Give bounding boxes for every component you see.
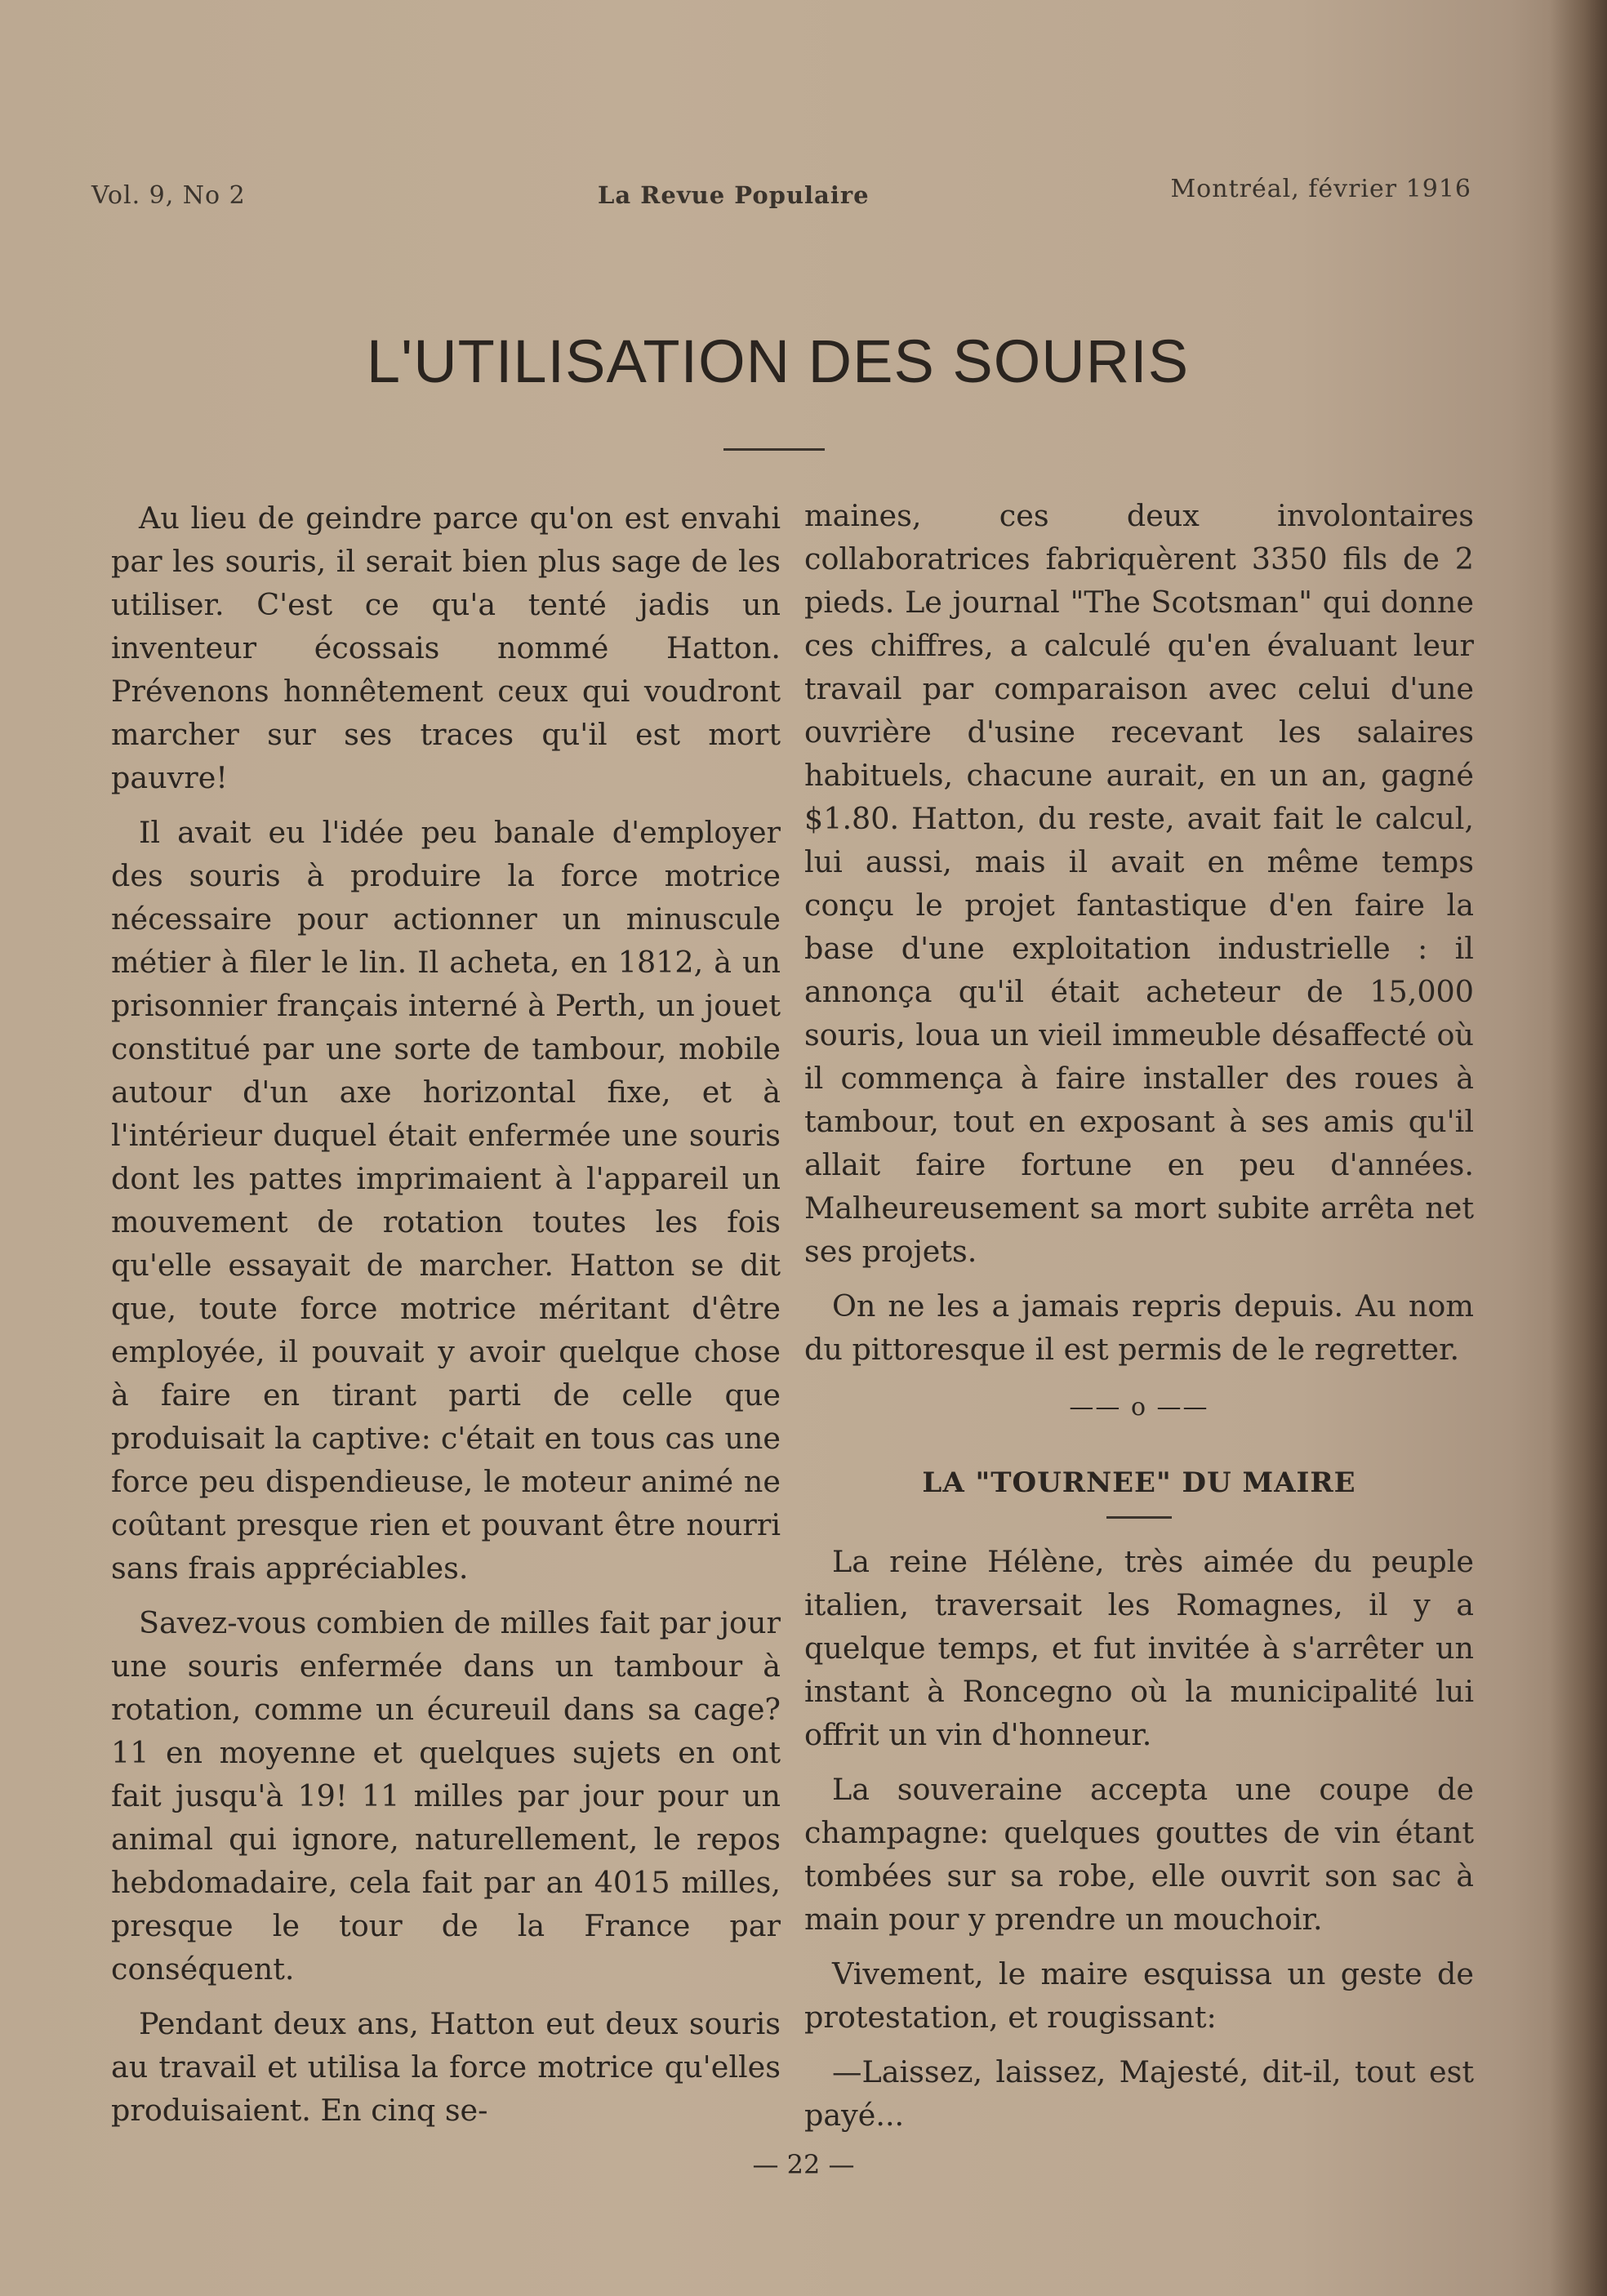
left-column (111, 496, 781, 2143)
paragraph: Il avait eu l'idée peu banale d'employer des souris à produire la force motrice nécessaire pour actionner un minuscule métier à filer le lin. Il acheta, en 1812, à un prisonnier français interné à Perth, un jouet constitué par une sorte de tambour, mobile autour d'un axe horizontal fixe, et à l'intérieur duquel était enfermée une souris dont les pattes imprimaient à l'appareil un mouvement de rotation toutes les fois qu'elle essayait de marcher. Hatton se dit que, toute force motrice méritant d'être employée, il pouvait y avoir quelque chose à faire en tirant parti de celle que produisait la captive: c'était en tous cas une force peu dispendieuse, le moteur animé ne coûtant presque rien et pouvant être nourri sans frais appréciables. (111, 815, 781, 1586)
place-date: Montréal, février 1916 (1170, 175, 1471, 203)
paragraph: Savez-vous combien de milles fait par jour une souris enfermée dans un tambour à rotation, comme un écureuil dans sa cage? 11 en moyenne et quelques sujets en ont fait jusqu'à 19! 11 milles par jour pour un animal qui ignore, naturellement, le repos hebdomadaire, cela fait par an 4015 milles, presque le tour de la France par conséquent. (111, 1605, 781, 1987)
paragraph: Vivement, le maire esquissa un geste de protestation, et rougissant: (804, 1956, 1474, 2035)
paragraph: On ne les a jamais repris depuis. Au nom du pittoresque il est permis de le regretter. (804, 1288, 1474, 1367)
subtitle-rule (1106, 1516, 1172, 1519)
volume-number: Vol. 9, No 2 (91, 181, 246, 210)
paragraph: La souveraine accepta une coupe de champagne: quelques gouttes de vin étant tombées sur sa robe, elle ouvrit son sac à main pour y prendre un mouchoir. (804, 1772, 1474, 1937)
journal-name: La Revue Populaire (598, 181, 870, 209)
paragraph: Pendant deux ans, Hatton eut deux souris au travail et utilisa la force motrice qu'elles produisaient. En cinq se- (111, 2006, 781, 2128)
paragraph: La reine Hélène, très aimée du peuple italien, traversait les Romagnes, il y a quelque temps, et fut invitée à s'arrêter un instant à Roncegno où la municipalité lui offrit un vin d'honneur. (804, 1544, 1474, 1752)
section-separator: —— o —— (1069, 1393, 1209, 1422)
right-column (804, 494, 1474, 2148)
running-header (91, 175, 1471, 222)
page-number: — 22 — (752, 2149, 855, 2180)
second-article-title: LA "TOURNEE" DU MAIRE (922, 1466, 1356, 1499)
page-edge-shadow (1550, 0, 1607, 2296)
paragraph: maines, ces deux involontaires collaboratrices fabriquèrent 3350 fils de 2 pieds. Le journal "The Scotsman" qui donne ces chiffres, a calculé qu'en évaluant leur travail par comparaison avec celui d'une ouvrière d'usine recevant les salaires habituels, chacune aurait, en un an, gagné $1.80. Hatton, du reste, avait fait le calcul, lui aussi, mais il avait en même temps conçu le projet fantastique d'en faire la base d'une exploitation industrielle : il annonça qu'il était acheteur de 15,000 souris, loua un vieil immeuble désaffecté où il commença à faire installer des roues à tambour, tout en exposant à ses amis qu'il allait faire fortune en peu d'années. Malheureusement sa mort subite arrêta net ses projets. (804, 498, 1474, 1269)
article-title: L'UTILISATION DES SOURIS (366, 327, 1190, 395)
title-rule (723, 448, 825, 451)
paragraph: —Laissez, laissez, Majesté, dit-il, tout est payé... (804, 2054, 1474, 2133)
paragraph: Au lieu de geindre parce qu'on est envahi par les souris, il serait bien plus sage de les utiliser. C'est ce qu'a tenté jadis un inventeur écossais nommé Hatton. Prévenons honnêtement ceux qui voudront marcher sur ses traces qu'il est mort pauvre! (111, 501, 781, 795)
